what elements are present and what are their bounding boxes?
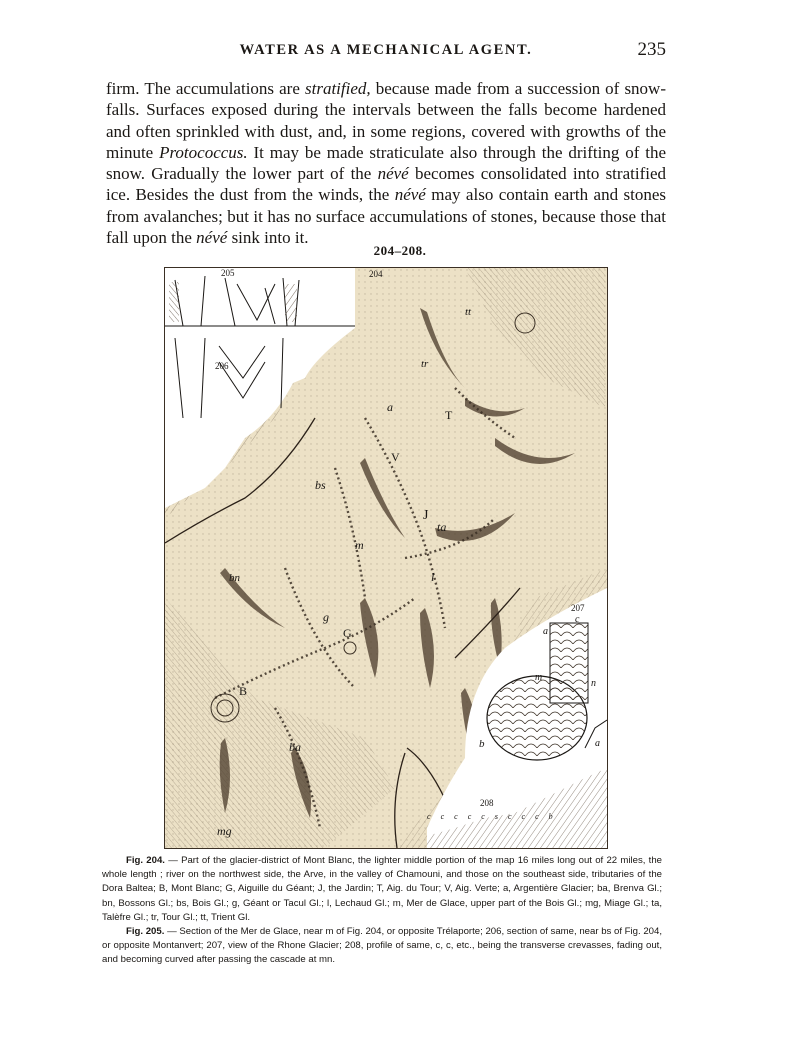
map-label-G: G bbox=[343, 626, 352, 640]
fig206-number: 206 bbox=[215, 361, 229, 371]
fig208-label: s bbox=[494, 812, 502, 821]
fig205-number: 205 bbox=[221, 268, 235, 278]
fig207-label-a2: a bbox=[595, 738, 600, 749]
glacier-map-plate bbox=[164, 267, 608, 849]
fig208-labels bbox=[427, 812, 557, 821]
body-text-run: because made from a succession of snow-falls. Surfaces exposed during the intervals between the falls become hardened and often sprinkled with dust, and, in some regions, covered with growths of the minute bbox=[106, 79, 666, 162]
caption-fig205-label: Fig. 205. bbox=[126, 926, 165, 938]
map-label-J: J bbox=[423, 508, 429, 523]
page-number: 235 bbox=[637, 39, 666, 60]
running-header bbox=[106, 39, 666, 66]
fig208-label: c bbox=[454, 812, 462, 821]
caption-fig205 bbox=[102, 925, 662, 968]
fig208-label: c bbox=[440, 812, 449, 821]
glacier-map-drawing bbox=[165, 268, 607, 848]
map-label-ta: ta bbox=[437, 520, 447, 534]
body-italic-run: Protococcus. bbox=[159, 142, 248, 162]
body-italic-run: névé bbox=[196, 228, 228, 248]
map-label-a: a bbox=[387, 400, 393, 414]
caption-fig204-label: Fig. 204. bbox=[126, 855, 165, 866]
fig208-label: c bbox=[521, 812, 530, 821]
caption-fig205-text: — Section of the Mer de Glace, near m of Fig. 204, or opposite Trélaporte; 206, section of same, near bs of Fig. 204, or opposite Montanvert; 207, view of the Rhone Glacier; 208, profile of same, c, c, etc., being the transverse crevasses, fading out, and becoming curved after passing the cascade at mn. bbox=[102, 926, 663, 966]
map-label-g: g bbox=[323, 610, 329, 624]
figure-range-label: 204–208. bbox=[373, 243, 427, 258]
fig207-label-a: a bbox=[543, 626, 548, 637]
fig207-label-b: b bbox=[479, 738, 485, 750]
caption-fig204-text: — Part of the glacier-district of Mont Blanc, the lighter middle portion of the map 16 miles long out of 22 miles, the whole length ; river on the northwest side, the Arve, in the valley of Chamouni, and those on the southeast side, tributaries of the Dora Baltea; B, Mont Blanc; G, Aiguille du Géant; J, the Jardin; T, Aig. du Tour; V, Aig. Verte; a, Argentière Glacier; ba, Brenva Gl.; bn, Bossons Gl.; bs, Bois Gl.; g, Géant or Tacul Gl.; l, Lechaud Gl.; m, Mer de Glace, upper part of the Bois Gl.; mg, Miage Gl.; ta, Talèfre Gl.; tr, Tour Gl.; tt, Trient Gl. bbox=[102, 855, 663, 923]
fig207-label-m: m bbox=[535, 672, 543, 683]
caption-fig204 bbox=[102, 854, 662, 925]
map-label-V: V bbox=[391, 450, 400, 464]
map-label-B: B bbox=[239, 684, 248, 698]
fig204-number: 204 bbox=[369, 269, 383, 279]
fig208-number: 208 bbox=[480, 798, 494, 808]
body-text-run: may also contain earth and stones from avalanches; but it has no surface accumulations of stones, because those that fall upon the bbox=[106, 185, 666, 248]
fig208-label: c bbox=[427, 812, 435, 821]
map-label-l: l bbox=[431, 570, 435, 584]
body-text-run: becomes consolidated into stratified ice. Besides the dust from the winds, the bbox=[106, 164, 666, 205]
body-paragraph bbox=[106, 78, 666, 248]
body-text-run: firm. The accumulations are bbox=[106, 79, 305, 98]
map-label-tr: tr bbox=[421, 358, 429, 370]
fig208-label: c bbox=[481, 812, 489, 821]
map-label-tt: tt bbox=[465, 306, 472, 318]
fig207-number: 207 bbox=[571, 603, 585, 613]
body-text-run: It may be made straticulate also through the drifting of the snow. Gradually the lower part of the bbox=[106, 142, 666, 184]
body-italic-run: stratified, bbox=[305, 79, 371, 98]
fig207-label-n: n bbox=[591, 678, 596, 689]
map-label-bn: bn bbox=[229, 572, 240, 584]
fig208-label: b bbox=[548, 812, 557, 821]
map-label-bs: bs bbox=[315, 478, 326, 492]
body-italic-run: névé bbox=[394, 185, 426, 205]
map-label-ba: ba bbox=[289, 740, 301, 754]
fig207-label-c: c bbox=[575, 614, 580, 625]
figure-caption bbox=[102, 854, 662, 968]
body-text-run: sink into it. bbox=[227, 228, 309, 248]
fig208-label: c bbox=[535, 812, 543, 821]
map-label-m: m bbox=[355, 538, 364, 552]
fig208-label: c bbox=[507, 812, 516, 821]
map-label-T: T bbox=[445, 408, 453, 422]
running-title: WATER AS A MECHANICAL AGENT. bbox=[239, 42, 533, 58]
map-label-mg: mg bbox=[217, 824, 232, 838]
fig208-label: c bbox=[467, 812, 476, 821]
body-italic-run: névé bbox=[377, 164, 409, 184]
